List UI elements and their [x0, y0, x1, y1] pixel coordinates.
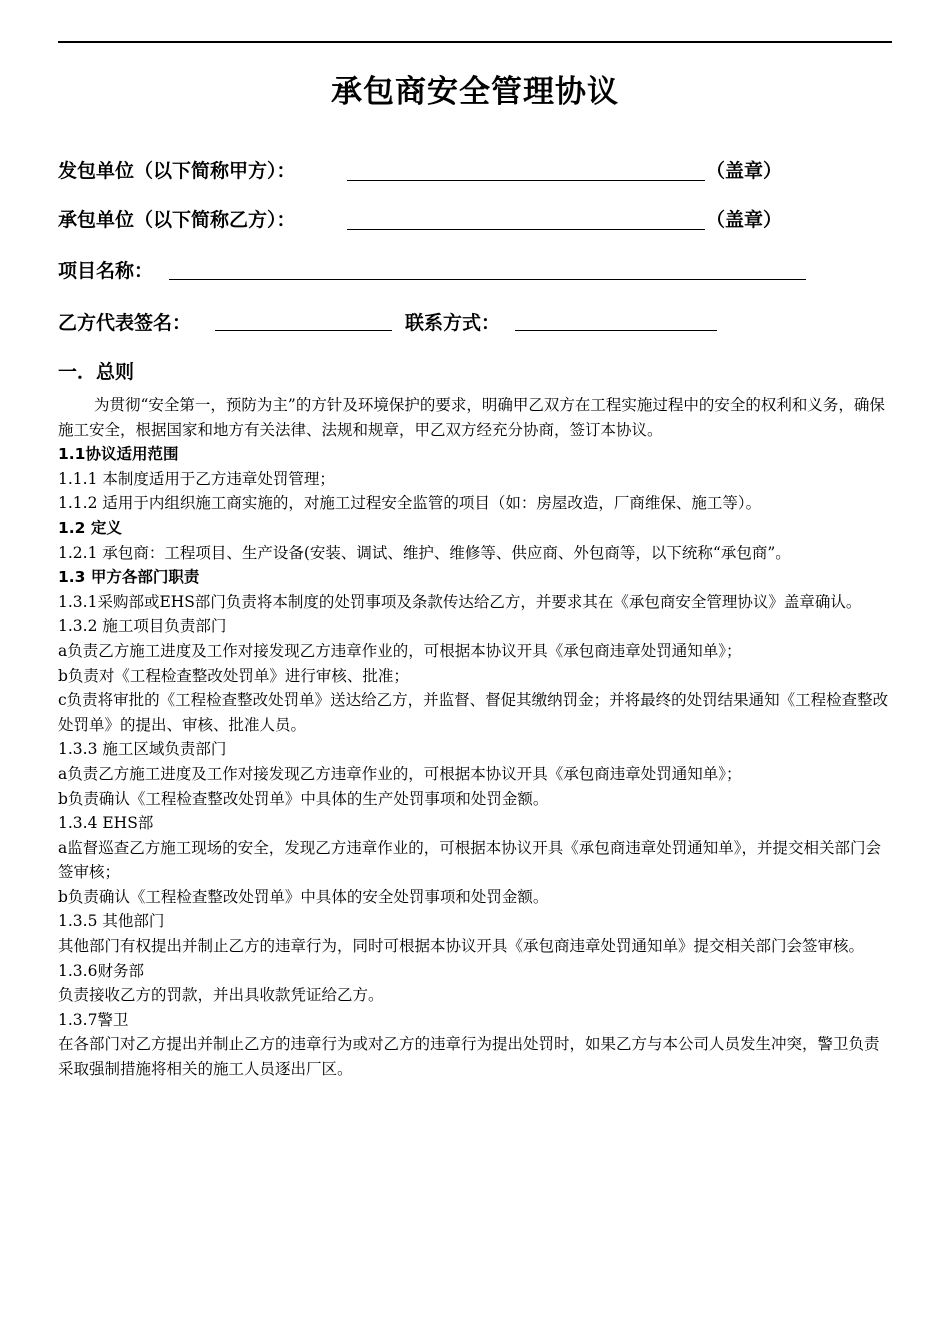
party-a-label: 发包单位（以下简称甲方）： — [58, 160, 296, 182]
clause-1-1-2: 1.1.2 适用于内组织施工商实施的，对施工过程安全监管的项目（如：房屋改造，厂商维保、施工等）。 — [58, 494, 762, 513]
clause-1-3-6-a: 负责接收乙方的罚款，并出具收款凭证给乙方。 — [58, 986, 384, 1005]
clause-1-3-2-b: b负责对《工程检查整改处罚单》进行审核、批准； — [58, 666, 409, 685]
document-title: 承包商安全管理协议 — [331, 74, 619, 110]
project-name-label: 项目名称： — [58, 260, 154, 282]
clause-1-3-1: 1.3.1采购部或EHS部门负责将本制度的处罚事项及条款传达给乙方，并要求其在《承包商安全管理协议》盖章确认。 — [58, 592, 862, 611]
clause-1-3-7-a: 在各部门对乙方提出并制止乙方的违章行为或对乙方的违章行为提出处罚时，如果乙方与本公司人员发生冲突，警卫负责采取强制措施将相关的施工人员逐出厂区。 — [58, 1035, 880, 1079]
clause-1-3-2-a: a负责乙方施工进度及工作对接发现乙方违章作业的，可根据本协议开具《承包商违章处罚通知单》； — [58, 641, 742, 660]
clause-1-1-1: 1.1.1 本制度适用于乙方违章处罚管理； — [58, 469, 335, 488]
section-heading: 一．总则 — [58, 361, 135, 383]
party-b-blank[interactable] — [347, 229, 705, 230]
heading-1-3: 1.3 甲方各部门职责 — [58, 568, 200, 587]
rep-signature-blank[interactable] — [215, 330, 392, 331]
clause-1-3-3-b: b负责确认《工程检查整改处罚单》中具体的生产处罚事项和处罚金额。 — [58, 789, 549, 808]
clause-1-3-4: 1.3.4 EHS部 — [58, 814, 154, 833]
clause-1-3-7: 1.3.7警卫 — [58, 1010, 129, 1029]
party-a-blank[interactable] — [347, 180, 705, 181]
clause-1-3-4-b: b负责确认《工程检查整改处罚单》中具体的安全处罚事项和处罚金额。 — [58, 887, 549, 906]
party-b-label: 承包单位（以下简称乙方）： — [58, 209, 296, 231]
header-rule — [58, 41, 892, 43]
contact-label: 联系方式： — [405, 312, 501, 334]
clause-1-3-3-a: a负责乙方施工进度及工作对接发现乙方违章作业的，可根据本协议开具《承包商违章处罚通知单》； — [58, 764, 742, 783]
heading-1-1: 1.1协议适用范围 — [58, 445, 179, 464]
contact-blank[interactable] — [515, 330, 717, 331]
party-a-seal: （盖章） — [706, 160, 783, 182]
clause-1-3-5: 1.3.5 其他部门 — [58, 912, 165, 931]
document-body — [58, 393, 892, 1082]
clause-1-3-3: 1.3.3 施工区域负责部门 — [58, 740, 227, 759]
rep-signature-label: 乙方代表签名： — [58, 312, 192, 334]
party-b-seal: （盖章） — [706, 209, 783, 231]
intro-paragraph: 为贯彻“安全第一，预防为主”的方针及环境保护的要求，明确甲乙双方在工程实施过程中的安全的权利和义务，确保施工安全，根据国家和地方有关法律、法规和规章，甲乙双方经充分协商，签订本协议。 — [58, 396, 885, 439]
clause-1-3-2-c: c负责将审批的《工程检查整改处罚单》送达给乙方，并监督、督促其缴纳罚金；并将最终的处罚结果通知《工程检查整改处罚单》的提出、审核、批准人员。 — [58, 691, 889, 734]
project-name-blank[interactable] — [169, 279, 806, 280]
clause-1-3-6: 1.3.6财务部 — [58, 961, 144, 980]
heading-1-2: 1.2 定义 — [58, 518, 122, 537]
clause-1-3-5-a: 其他部门有权提出并制止乙方的违章行为，同时可根据本协议开具《承包商违章处罚通知单》提交相关部门会签审核。 — [58, 937, 865, 956]
clause-1-3-2: 1.3.2 施工项目负责部门 — [58, 617, 227, 636]
clause-1-3-4-a: a监督巡查乙方施工现场的安全，发现乙方违章作业的，可根据本协议开具《承包商违章处罚通知单》，并提交相关部门会签审核； — [58, 838, 881, 882]
clause-1-2-1: 1.2.1 承包商：工程项目、生产设备(安装、调试、维护、维修等、供应商、外包商等，以下统称“承包商”。 — [58, 543, 791, 562]
